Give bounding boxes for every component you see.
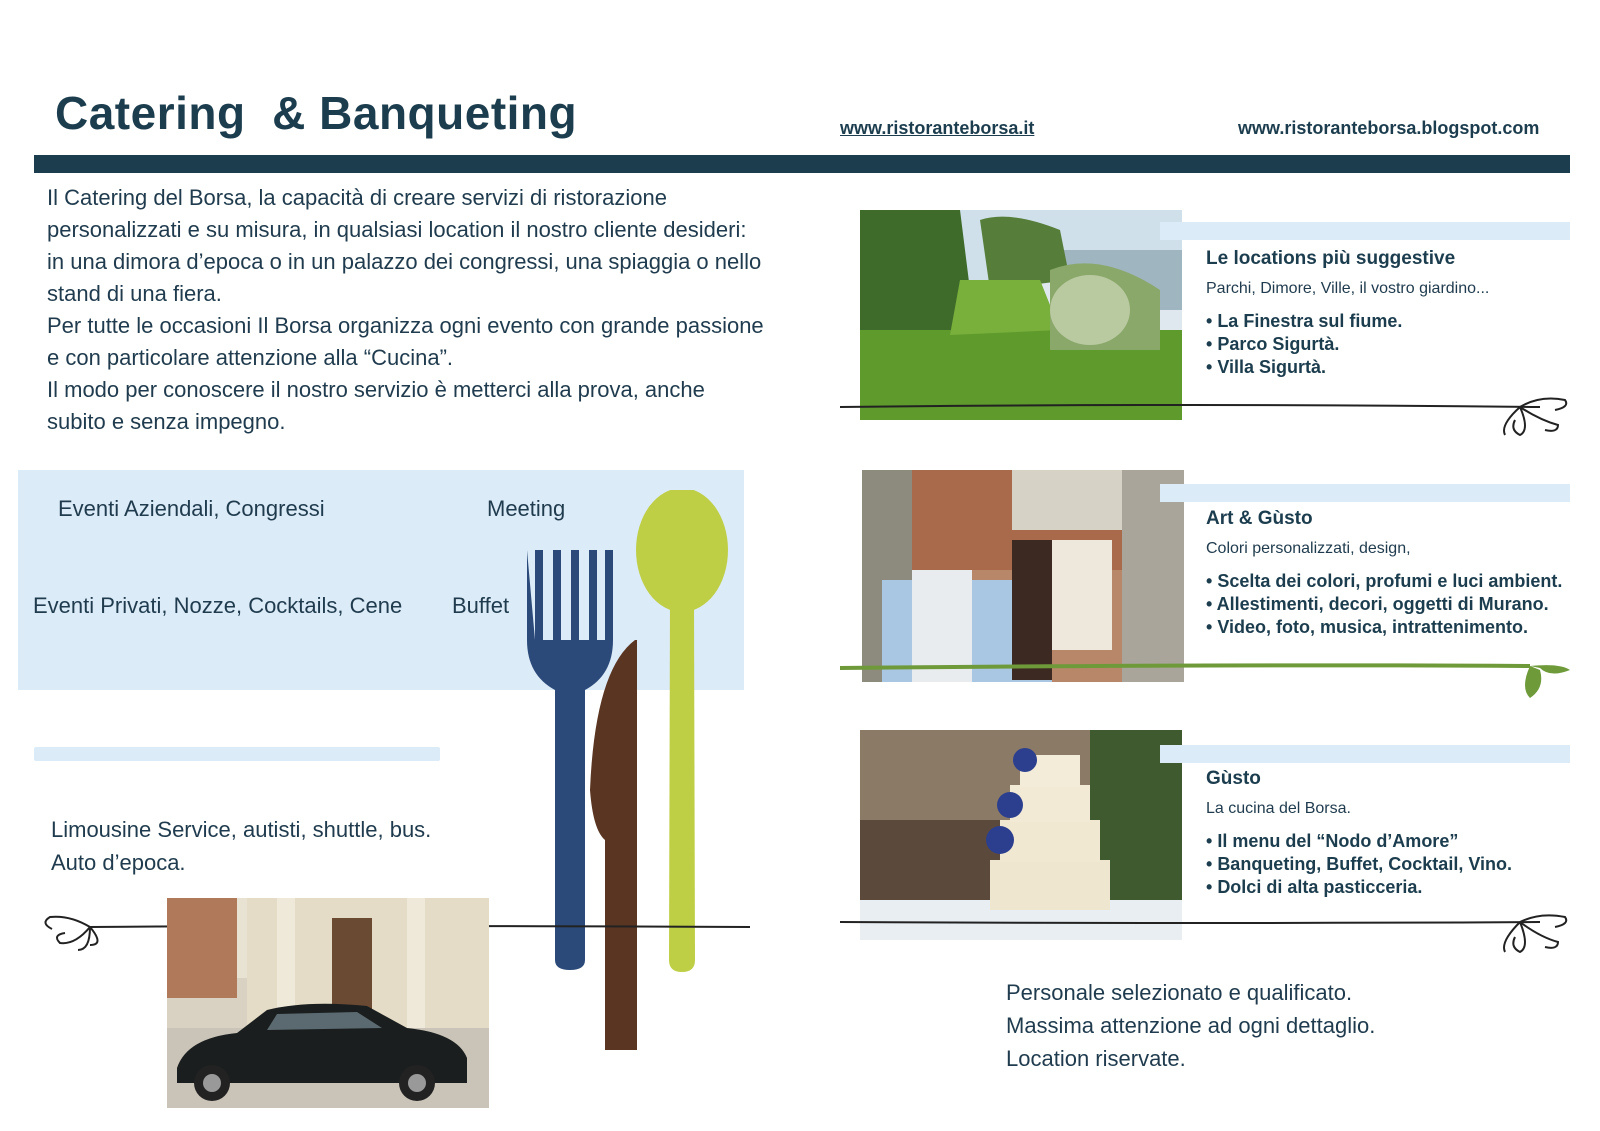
blog-link[interactable]: www.ristoranteborsa.blogspot.com: [1238, 118, 1540, 138]
events-corporate: Eventi Aziendali, Congressi: [58, 496, 325, 521]
section-strip-3: [1160, 745, 1570, 763]
doodle-line-section-3: [840, 912, 1580, 962]
section-subtitle-gusto: La cucina del Borsa.: [1206, 800, 1351, 817]
knife-icon: [590, 640, 637, 1050]
section-photo-dining: [862, 470, 1184, 682]
limousine-line-1: Limousine Service, autisti, shuttle, bus.: [51, 817, 432, 842]
intro-paragraph-3: Il modo per conoscere il nostro servizio è metterci alla prova, anche subito e senza impegno.: [47, 377, 705, 434]
intro-paragraph-2: Per tutte le occasioni Il Borsa organizza ogni evento con grande passione e con particolare attenzione alla “Cucina”.: [47, 313, 764, 370]
header-divider-bar: [34, 155, 1570, 173]
limousine-band: [34, 747, 440, 761]
list-item: • Il menu del “Nodo d’Amore”: [1206, 830, 1512, 853]
page-title: Catering & Banqueting: [55, 87, 578, 139]
section-title-gusto: Gùsto: [1206, 768, 1261, 789]
events-private: Eventi Privati, Nozze, Cocktails, Cene: [33, 593, 403, 618]
doodle-line-section-1: [840, 395, 1580, 445]
section-list-art: [1206, 570, 1562, 639]
intro-text: [47, 182, 767, 438]
section-list-gusto: [1206, 830, 1512, 899]
cutlery-illustration: [515, 490, 730, 1060]
vine-line-section-2: [840, 658, 1580, 708]
section-photo-cake: [860, 730, 1182, 940]
section-subtitle-locations: Parchi, Dimore, Ville, il vostro giardino...: [1206, 280, 1490, 297]
closing-line-2: Massima attenzione ad ogni dettaglio.: [1006, 1013, 1376, 1038]
intro-paragraph-1: Il Catering del Borsa, la capacità di creare servizi di ristorazione personalizzati e su misura, in qualsiasi location il nostro cliente desideri: in una dimora d’epoca o in un palazzo dei congressi, una spiaggia o nello stand di una fiera.: [47, 185, 762, 306]
section-strip-1: [1160, 222, 1570, 240]
section-strip-2: [1160, 484, 1570, 502]
limousine-text: [51, 813, 431, 879]
list-item: • Banqueting, Buffet, Cocktail, Vino.: [1206, 853, 1512, 876]
list-item: • Parco Sigurtà.: [1206, 333, 1402, 356]
list-item: • Dolci di alta pasticceria.: [1206, 876, 1512, 899]
limousine-photo: [167, 898, 489, 1108]
list-item: • Scelta dei colori, profumi e luci ambient.: [1206, 570, 1562, 593]
closing-text: [1006, 976, 1375, 1075]
list-item: • La Finestra sul fiume.: [1206, 310, 1402, 333]
closing-line-1: Personale selezionato e qualificato.: [1006, 980, 1353, 1005]
closing-line-3: Location riservate.: [1006, 1046, 1186, 1071]
list-item: • Villa Sigurtà.: [1206, 356, 1402, 379]
section-title-art: Art & Gùsto: [1206, 508, 1313, 529]
list-item: • Video, foto, musica, intrattenimento.: [1206, 616, 1562, 639]
section-photo-garden: [860, 210, 1182, 420]
website-link[interactable]: www.ristoranteborsa.it: [840, 118, 1035, 138]
section-title-locations: Le locations più suggestive: [1206, 248, 1456, 269]
section-subtitle-art: Colori personalizzati, design,: [1206, 540, 1411, 557]
section-list-locations: [1206, 310, 1402, 379]
events-buffet: Buffet: [452, 593, 510, 618]
spoon-icon: [636, 490, 728, 972]
events-meeting: Meeting: [487, 496, 566, 521]
limousine-line-2: Auto d’epoca.: [51, 850, 186, 875]
list-item: • Allestimenti, decori, oggetti di Murano.: [1206, 593, 1562, 616]
